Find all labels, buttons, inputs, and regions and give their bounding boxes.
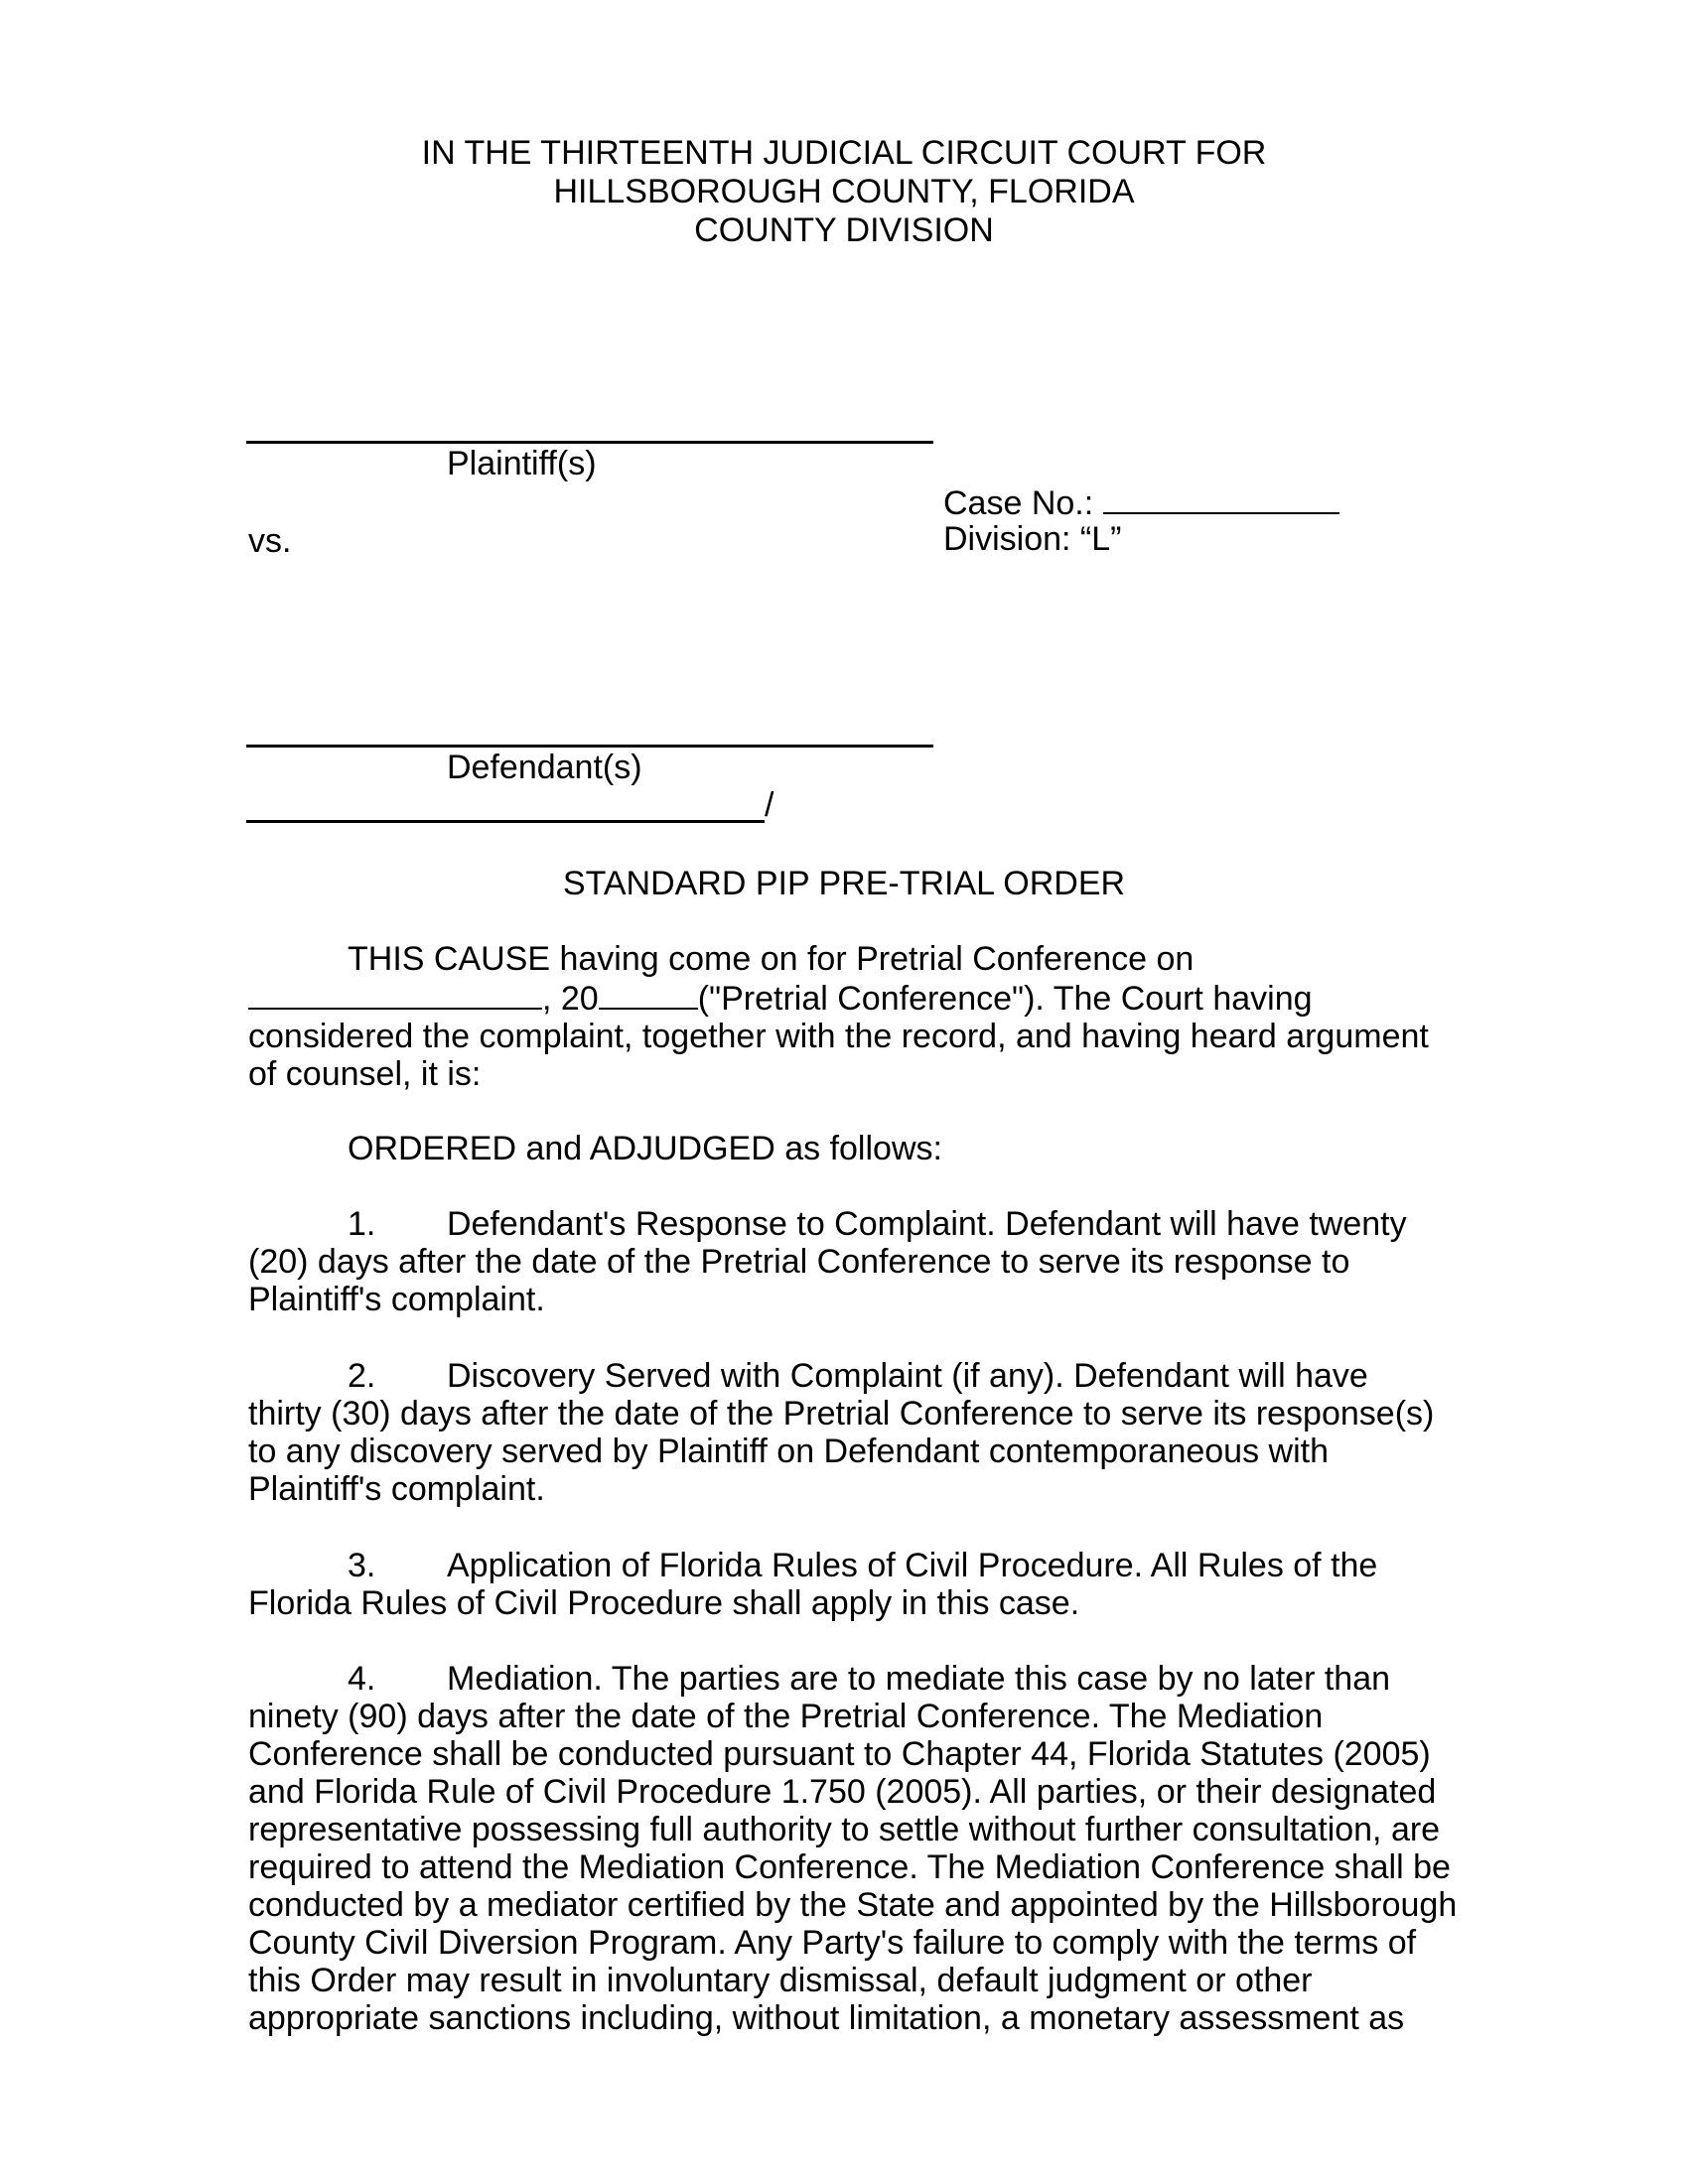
division-label: Division: “L” [943, 520, 1122, 558]
item-line: County Civil Diversion Program. Any Party's failure to comply with the terms of [248, 1924, 1417, 1962]
intro-line-1: THIS CAUSE having come on for Pretrial Conference on [348, 940, 1195, 978]
intro-paragraph [248, 940, 1450, 1093]
versus-label: vs. [248, 522, 292, 560]
intro-line-2: , 20 ("Pretrial Conference"). The Court having [248, 978, 1450, 1018]
plaintiff-label: Plaintiff(s) [447, 445, 597, 482]
item-line: Plaintiff's complaint. [248, 1281, 545, 1318]
item-line: appropriate sanctions including, without limitation, a monetary assessment as [248, 1999, 1405, 2037]
item-line: representative possessing full authority to settle without further consultation, are [248, 1811, 1441, 1848]
order-item-1 [248, 1205, 1450, 1318]
intro-line-3: considered the complaint, together with the record, and having heard argument [248, 1018, 1429, 1055]
item-line: ninety (90) days after the date of the Pretrial Conference. The Mediation [248, 1698, 1324, 1735]
order-title: STANDARD PIP PRE-TRIAL ORDER [562, 865, 1126, 902]
item-line: thirty (30) days after the date of the Pretrial Conference to serve its response(s) [248, 1395, 1435, 1433]
item-line: to any discovery served by Plaintiff on Defendant contemporaneous with [248, 1433, 1329, 1470]
defendant-blank-line [246, 745, 933, 748]
intro-line-4: of counsel, it is: [248, 1055, 482, 1093]
case-number-blank [1103, 482, 1339, 514]
item-number: 1. [348, 1205, 376, 1243]
item-line: 1. Defendant's Response to Complaint. Defendant will have twenty [348, 1205, 1407, 1243]
item-line: Conference shall be conducted pursuant to Chapter 44, Florida Statutes (2005) [248, 1735, 1431, 1773]
court-header-line-3: COUNTY DIVISION [694, 211, 994, 249]
order-item-2 [248, 1357, 1450, 1508]
item-line: 4. Mediation. The parties are to mediate this case by no later than [348, 1660, 1391, 1698]
year-blank [599, 978, 698, 1010]
item-line: (20) days after the date of the Pretrial Conference to serve its response to [248, 1243, 1350, 1281]
item-number: 3. [348, 1547, 376, 1584]
date-blank [248, 978, 542, 1010]
caption-slash: / [765, 786, 774, 824]
item-number: 4. [348, 1660, 376, 1698]
item-line: Plaintiff's complaint. [248, 1470, 545, 1508]
caption-closing-line [246, 820, 765, 823]
item-line: conducted by a mediator certified by the State and appointed by the Hillsborough [248, 1886, 1458, 1924]
item-line: and Florida Rule of Civil Procedure 1.750 (2005). All parties, or their designated [248, 1773, 1437, 1811]
defendant-label: Defendant(s) [447, 749, 642, 786]
plaintiff-blank-line [246, 441, 933, 444]
item-line: 3. Application of Florida Rules of Civil Procedure. All Rules of the [348, 1547, 1378, 1584]
item-line: required to attend the Mediation Conference. The Mediation Conference shall be [248, 1848, 1451, 1886]
case-number-label: Case No.: [943, 484, 1094, 522]
item-line: Florida Rules of Civil Procedure shall apply in this case. [248, 1584, 1080, 1622]
court-header-line-1: IN THE THIRTEENTH JUDICIAL CIRCUIT COURT FOR [421, 134, 1267, 172]
order-item-4 [248, 1660, 1458, 2037]
item-line: this Order may result in involuntary dismissal, default judgment or other [248, 1962, 1313, 1999]
ordered-text: ORDERED and ADJUDGED as follows: [348, 1130, 942, 1167]
item-number: 2. [348, 1357, 376, 1395]
case-number [943, 482, 1339, 522]
item-line: 2. Discovery Served with Complaint (if any). Defendant will have [348, 1357, 1368, 1395]
ordered-paragraph [248, 1130, 1450, 1167]
court-header-line-2: HILLSBOROUGH COUNTY, FLORIDA [553, 173, 1135, 210]
order-item-3 [248, 1547, 1450, 1622]
